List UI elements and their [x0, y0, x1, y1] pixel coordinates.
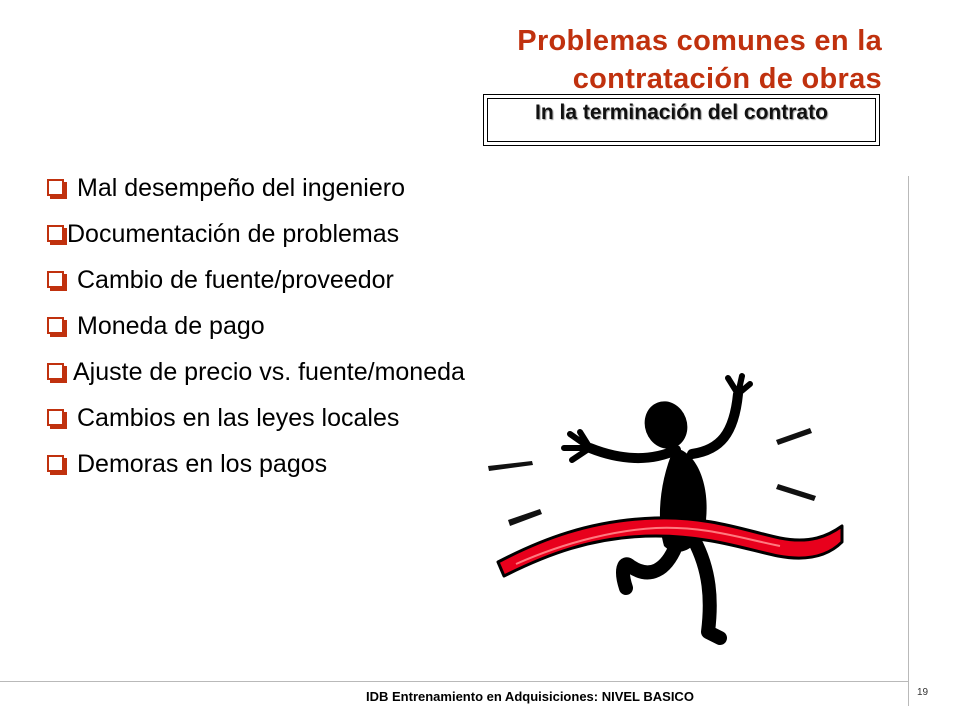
bullet-item: [47, 441, 465, 487]
bullet-text: Moneda de pago: [77, 311, 265, 340]
slide-title-line-2: contratación de obras: [572, 63, 882, 95]
bullet-text: Documentación de problemas: [67, 219, 400, 248]
bullet-item: [47, 395, 465, 441]
runner-left-hand: [564, 432, 590, 460]
bullet-item: [47, 165, 465, 211]
runner-head: [638, 395, 694, 454]
bullet-item: [47, 211, 465, 257]
subtitle-box: [483, 94, 880, 146]
runner-left-leg: [623, 546, 676, 588]
footer-divider: [0, 681, 909, 682]
finish-line-runner-illustration: [480, 370, 850, 670]
bullet-text: Cambios en las leyes locales: [77, 403, 400, 432]
slide-title: [517, 22, 882, 98]
runner-right-arm: [692, 394, 738, 454]
runner-right-leg: [694, 540, 720, 638]
square-bullet-icon: [47, 317, 64, 334]
square-bullet-icon: [47, 455, 64, 472]
bullet-item: [47, 349, 465, 395]
bullet-text: Demoras en los pagos: [77, 449, 328, 478]
right-divider: [908, 176, 909, 706]
slide-title-line-1: Problemas comunes en la: [517, 25, 882, 57]
subtitle-text: In la terminación del contrato: [535, 101, 828, 124]
runner-right-hand: [728, 376, 750, 394]
runner-left-arm: [590, 448, 676, 458]
bullet-item: [47, 303, 465, 349]
page-number: 19: [917, 687, 929, 698]
square-bullet-icon: [47, 179, 64, 196]
bullet-text: Cambio de fuente/proveedor: [77, 265, 394, 294]
square-bullet-icon: [47, 271, 64, 288]
bullet-list: [47, 165, 465, 487]
motion-lines-icon: [488, 428, 816, 526]
square-bullet-icon: [47, 409, 64, 426]
bullet-item: [47, 257, 465, 303]
bullet-text: Mal desempeño del ingeniero: [77, 173, 405, 202]
footer-text: IDB Entrenamiento en Adquisiciones: NIVEL BASICO: [366, 689, 694, 704]
square-bullet-icon: [47, 225, 64, 242]
square-bullet-icon: [47, 363, 64, 380]
bullet-text: Ajuste de precio vs. fuente/moneda: [73, 357, 465, 386]
